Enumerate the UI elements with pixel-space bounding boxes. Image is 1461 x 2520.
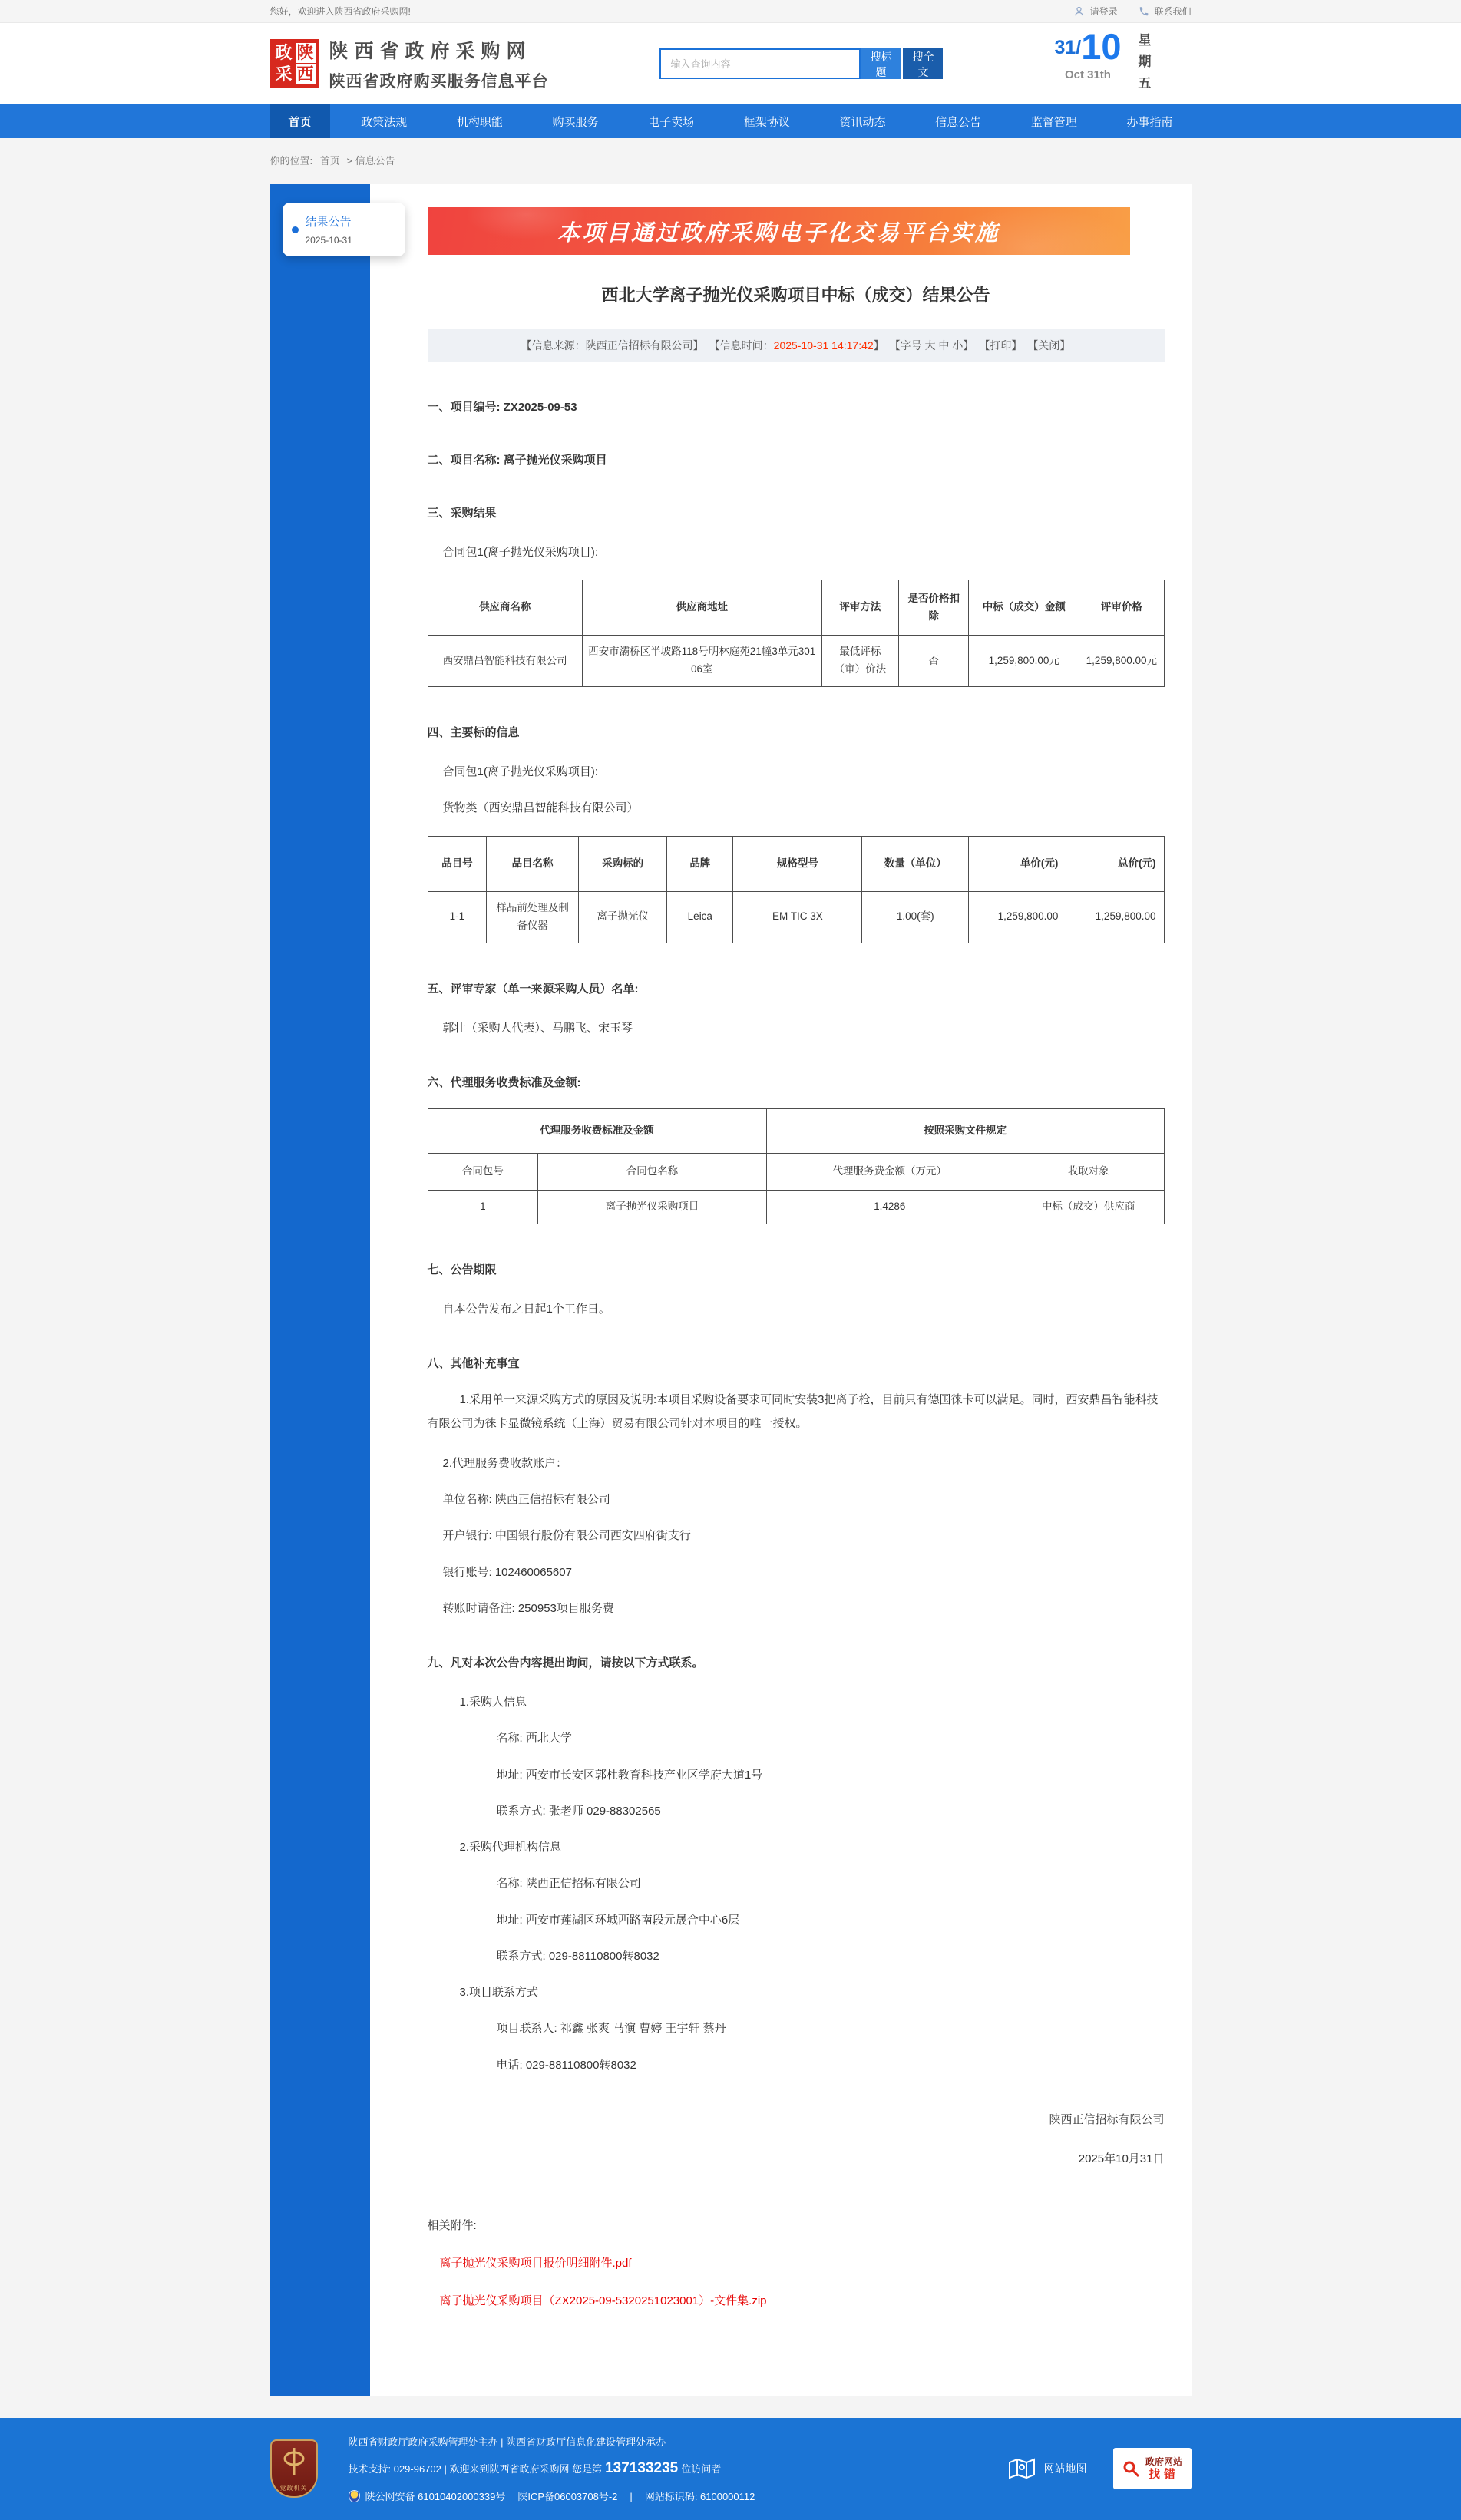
paragraph: 名称: 陕西正信招标有限公司 (496, 1877, 641, 1891)
group-header: 按照采购文件规定 (766, 1108, 1164, 1153)
user-icon (1073, 5, 1085, 17)
site-header (0, 23, 1461, 104)
nav-item-e-marketplace[interactable]: 电子卖场 (648, 115, 695, 129)
nav-item-purchase-services[interactable]: 购买服务 (552, 115, 599, 129)
search-fulltext-button[interactable]: 搜全文 (903, 48, 943, 79)
breadcrumb-separator: > (346, 155, 352, 167)
paragraph: 联系方式: 张老师 029-88302565 (496, 1804, 661, 1818)
logo-char: 采 (275, 64, 293, 84)
cell-unit-price: 1,259,800.00 (969, 891, 1066, 943)
breadcrumb-home-link[interactable]: 首页 (319, 155, 340, 167)
column-header: 评审方法 (821, 580, 899, 636)
date-weekday: 星期五 (1135, 33, 1151, 97)
paragraph: 项目联系人: 祁鑫 张爽 马演 曹婷 王宇轩 蔡丹 (496, 2022, 726, 2036)
paragraph: 1.采用单一来源采购方式的原因及说明:本项目采购设备要求可同时安装3把离子枪，目前只有德国徕卡可以满足。同时，西安鼎昌智能科技有限公司为徕卡显微镜系统（上海）贸易有限公司针对本项目的唯一授权。 (427, 1392, 1159, 1431)
main-nav (0, 104, 1461, 138)
section-4-note1: 合同包1(离子抛光仪采购项目): (442, 765, 599, 779)
content-zone (0, 138, 1461, 2418)
section-8-title: 八、其他补充事宜 (427, 1356, 520, 1370)
section-1-title: 一、项目编号: ZX2025-09-53 (427, 401, 577, 414)
result-table (428, 580, 1165, 687)
nav-item-news[interactable]: 资讯动态 (839, 115, 886, 129)
column-header: 合同包名称 (538, 1153, 766, 1190)
announcement-article (370, 184, 1192, 2396)
paragraph: 电话: 029-88110800转8032 (496, 2058, 636, 2072)
cell-package-no: 1 (428, 1190, 538, 1224)
paragraph: 2.采购代理机构信息 (459, 1841, 562, 1854)
icp-number[interactable]: 陕ICP备06003708号-2 (517, 2491, 618, 2503)
logo-char: 陕 (296, 43, 314, 62)
section-5-title: 五、评审专家（单一来源采购人员）名单: (427, 982, 639, 996)
gongan-number[interactable]: 陕公网安备 61010402000339号 (365, 2491, 506, 2503)
cell-total-price: 1,259,800.00 (1066, 891, 1164, 943)
footer-registration-line (349, 2489, 755, 2503)
date-day: 31/ (1054, 37, 1082, 58)
cell-review-method: 最低评标（审）价法 (821, 636, 899, 687)
paragraph: 1.采购人信息 (459, 1696, 527, 1709)
section-4-note2: 货物类（西安鼎昌智能科技有限公司） (442, 801, 639, 815)
signoff-date: 2025年10月31日 (1078, 2152, 1165, 2165)
result-table-header-row (428, 580, 1164, 636)
section-7-title: 七、公告期限 (427, 1263, 497, 1277)
site-code: 网站标识码: 6100000112 (644, 2491, 755, 2503)
login-link[interactable] (1073, 5, 1117, 18)
site-title: 陕西省政府采购网 (329, 40, 532, 62)
paragraph: 2.代理服务费收款账户： (442, 1456, 568, 1470)
meta-timestamp: 2025-10-31 14:17:42 (773, 339, 874, 352)
emblem-label: 党政机关 (279, 2485, 308, 2492)
welcome-text: 您好，欢迎进入陕西省政府采购网! (269, 6, 411, 17)
paragraph: 地址: 西安市长安区郭杜教育科技产业区学府大道1号 (496, 1768, 763, 1782)
cell-quantity: 1.00(套) (862, 891, 969, 943)
cell-brand: Leica (667, 891, 733, 943)
site-logo-icon (270, 39, 319, 88)
items-table-header-row (428, 836, 1164, 891)
section-4-title: 四、主要标的信息 (427, 726, 520, 740)
footer-organizer-line: 陕西省财政厅政府采购管理处主办 | 陕西省财政厅信息化建设管理处承办 (348, 2436, 666, 2449)
cell-price-deduction: 否 (899, 636, 969, 687)
brand[interactable] (270, 36, 549, 92)
phone-icon (1139, 6, 1149, 17)
column-header: 中标（成交）金额 (969, 580, 1079, 636)
sitemap-link[interactable] (1008, 2457, 1087, 2480)
cell-item-no: 1-1 (428, 891, 487, 943)
attachments-label: 相关附件: (427, 2218, 477, 2232)
nav-item-home[interactable]: 首页 (270, 104, 330, 138)
section-9-title: 九、凡对本次公告内容提出询问，请按以下方式联系。 (427, 1656, 704, 1670)
section-6-title: 六、代理服务收费标准及金额: (427, 1075, 581, 1089)
attachment-link-pdf[interactable]: 离子抛光仪采购项目报价明细附件.pdf (439, 2256, 632, 2270)
footer-support-line: 技术支持: 029-96702 | 欢迎来到陕西省政府采购网 您是第 137133235 位访问者 (348, 2460, 722, 2477)
table-row (428, 891, 1164, 943)
section-2-title: 二、项目名称: 离子抛光仪采购项目 (427, 454, 607, 467)
search-input[interactable] (659, 48, 861, 79)
breadcrumb (270, 138, 1192, 184)
column-header: 供应商名称 (428, 580, 582, 636)
search-bar (659, 48, 943, 79)
error-badge-title: 政府网站 (1145, 2456, 1182, 2467)
column-header: 代理服务费金额（万元） (766, 1153, 1013, 1190)
column-header: 单价(元) (969, 836, 1066, 891)
sitemap-label: 网站地图 (1043, 2462, 1087, 2475)
nav-item-supervision[interactable]: 监督管理 (1030, 115, 1077, 129)
column-header: 品目号 (428, 836, 487, 891)
meta-source: 【信息来源：陕西正信招标有限公司】 (521, 339, 704, 352)
column-header: 品牌 (667, 836, 733, 891)
cell-package-name: 离子抛光仪采购项目 (538, 1190, 766, 1224)
cell-agency-fee: 1.4286 (766, 1190, 1013, 1224)
police-badge-icon (349, 2490, 360, 2502)
section-3-note: 合同包1(离子抛光仪采购项目): (442, 546, 599, 559)
contact-label: 联系我们 (1154, 6, 1192, 17)
column-header: 是否价格扣除 (899, 580, 969, 636)
section-3-title: 三、采购结果 (427, 507, 497, 520)
agency-fee-table (428, 1108, 1165, 1224)
paragraph: 银行账号: 102460065607 (442, 1565, 572, 1579)
cell-procurement-target: 离子抛光仪 (579, 891, 667, 943)
meta-bar (428, 329, 1165, 362)
items-table (428, 836, 1165, 943)
agency-table-header-row (428, 1153, 1164, 1190)
column-header: 规格型号 (733, 836, 862, 891)
paragraph: 地址: 西安市莲湖区环城西路南段元晟合中心6层 (496, 1913, 740, 1927)
column-header: 合同包号 (428, 1153, 538, 1190)
date-month: 10 (1081, 26, 1122, 67)
section-7-content: 自本公告发布之日起1个工作日。 (442, 1302, 610, 1316)
sidebar-category-date: 2025-10-31 (305, 235, 352, 246)
table-row (428, 1190, 1164, 1224)
breadcrumb-prefix: 你的位置: (269, 155, 313, 167)
column-header: 数量（单位） (862, 836, 969, 891)
cell-review-price: 1,259,800.00元 (1079, 636, 1164, 687)
section-5-content: 郭壮（采购人代表）、马鹏飞、宋玉琴 (442, 1021, 633, 1035)
login-label: 请登录 (1089, 6, 1118, 17)
column-header: 评审价格 (1079, 580, 1164, 636)
signoff-company: 陕西正信招标有限公司 (1049, 2112, 1165, 2126)
sidebar-category-card[interactable] (283, 203, 405, 256)
error-badge-subtitle: 找错 (1148, 2467, 1179, 2481)
column-header: 采购标的 (579, 836, 667, 891)
emblem-mark-icon (281, 2446, 307, 2477)
group-header: 代理服务收费标准及金额 (428, 1108, 766, 1153)
logo-char: 西 (296, 64, 314, 84)
footer-divider: | (630, 2491, 633, 2503)
search-title-button[interactable]: 搜标题 (861, 48, 901, 79)
column-header: 品目名称 (487, 836, 579, 891)
contact-link[interactable] (1139, 5, 1191, 18)
paragraph: 名称: 西北大学 (496, 1732, 572, 1746)
cell-model: EM TIC 3X (733, 891, 862, 943)
gov-emblem-icon (270, 2439, 318, 2498)
close-button[interactable]: 【关闭】 (1027, 339, 1071, 352)
column-header: 供应商地址 (582, 580, 821, 636)
paragraph: 3.项目联系方式 (459, 1986, 539, 2000)
cell-item-name: 样品前处理及制备仪器 (487, 891, 579, 943)
column-header: 总价(元) (1066, 836, 1164, 891)
platform-banner-text: 本项目通过政府采购电子化交易平台实施 (557, 220, 1000, 246)
nav-item-functions[interactable]: 机构职能 (456, 115, 503, 129)
nav-item-policy[interactable]: 政策法规 (361, 115, 408, 129)
cell-supplier-address: 西安市灞桥区半坡路118号明林庭苑21幢3单元30106室 (582, 636, 821, 687)
visitor-count: 137133235 (605, 2460, 679, 2477)
cell-award-amount: 1,259,800.00元 (969, 636, 1079, 687)
cell-fee-payer: 中标（成交）供应商 (1013, 1190, 1164, 1224)
paragraph: 单位名称: 陕西正信招标有限公司 (442, 1493, 610, 1507)
table-row (428, 636, 1164, 687)
paragraph: 开户银行: 中国银行股份有限公司西安四府街支行 (442, 1529, 691, 1543)
magnifier-icon (1122, 2459, 1140, 2478)
date-english: Oct 31th (1064, 68, 1111, 81)
topbar (0, 0, 1461, 23)
date-display (1054, 26, 1191, 97)
meta-time: 【信息时间：2025-10-31 14:17:42】 (709, 339, 884, 352)
column-header: 收取对象 (1013, 1153, 1164, 1190)
agency-table-group-header-row (428, 1108, 1164, 1153)
logo-char: 政 (275, 43, 293, 62)
sidebar (270, 184, 370, 2396)
attachment-link-zip[interactable]: 离子抛光仪采购项目（ZX2025-09-5320251023001）-文件集.zip (439, 2294, 767, 2307)
site-error-report-badge[interactable] (1113, 2448, 1192, 2489)
map-icon (1008, 2457, 1036, 2480)
font-size-controls[interactable]: 【字号 大 中 小】 (889, 339, 974, 352)
bullet-dot-icon (292, 226, 299, 233)
nav-item-service-guide[interactable]: 办事指南 (1126, 115, 1173, 129)
breadcrumb-current: 信息公告 (355, 155, 395, 167)
nav-item-framework-agreement[interactable]: 框架协议 (743, 115, 790, 129)
paragraph: 联系方式: 029-88110800转8032 (496, 1949, 659, 1963)
sidebar-category-label: 结果公告 (305, 216, 352, 229)
footer (0, 2418, 1461, 2520)
announcement-title: 西北大学离子抛光仪采购项目中标（成交）结果公告 (601, 286, 990, 305)
cell-supplier-name: 西安鼎昌智能科技有限公司 (428, 636, 582, 687)
platform-banner (428, 207, 1130, 255)
site-subtitle: 陕西省政府购买服务信息平台 (329, 72, 549, 91)
print-button[interactable]: 【打印】 (979, 339, 1023, 352)
nav-item-announcements[interactable]: 信息公告 (935, 115, 982, 129)
paragraph: 转账时请备注: 250953项目服务费 (442, 1601, 614, 1615)
